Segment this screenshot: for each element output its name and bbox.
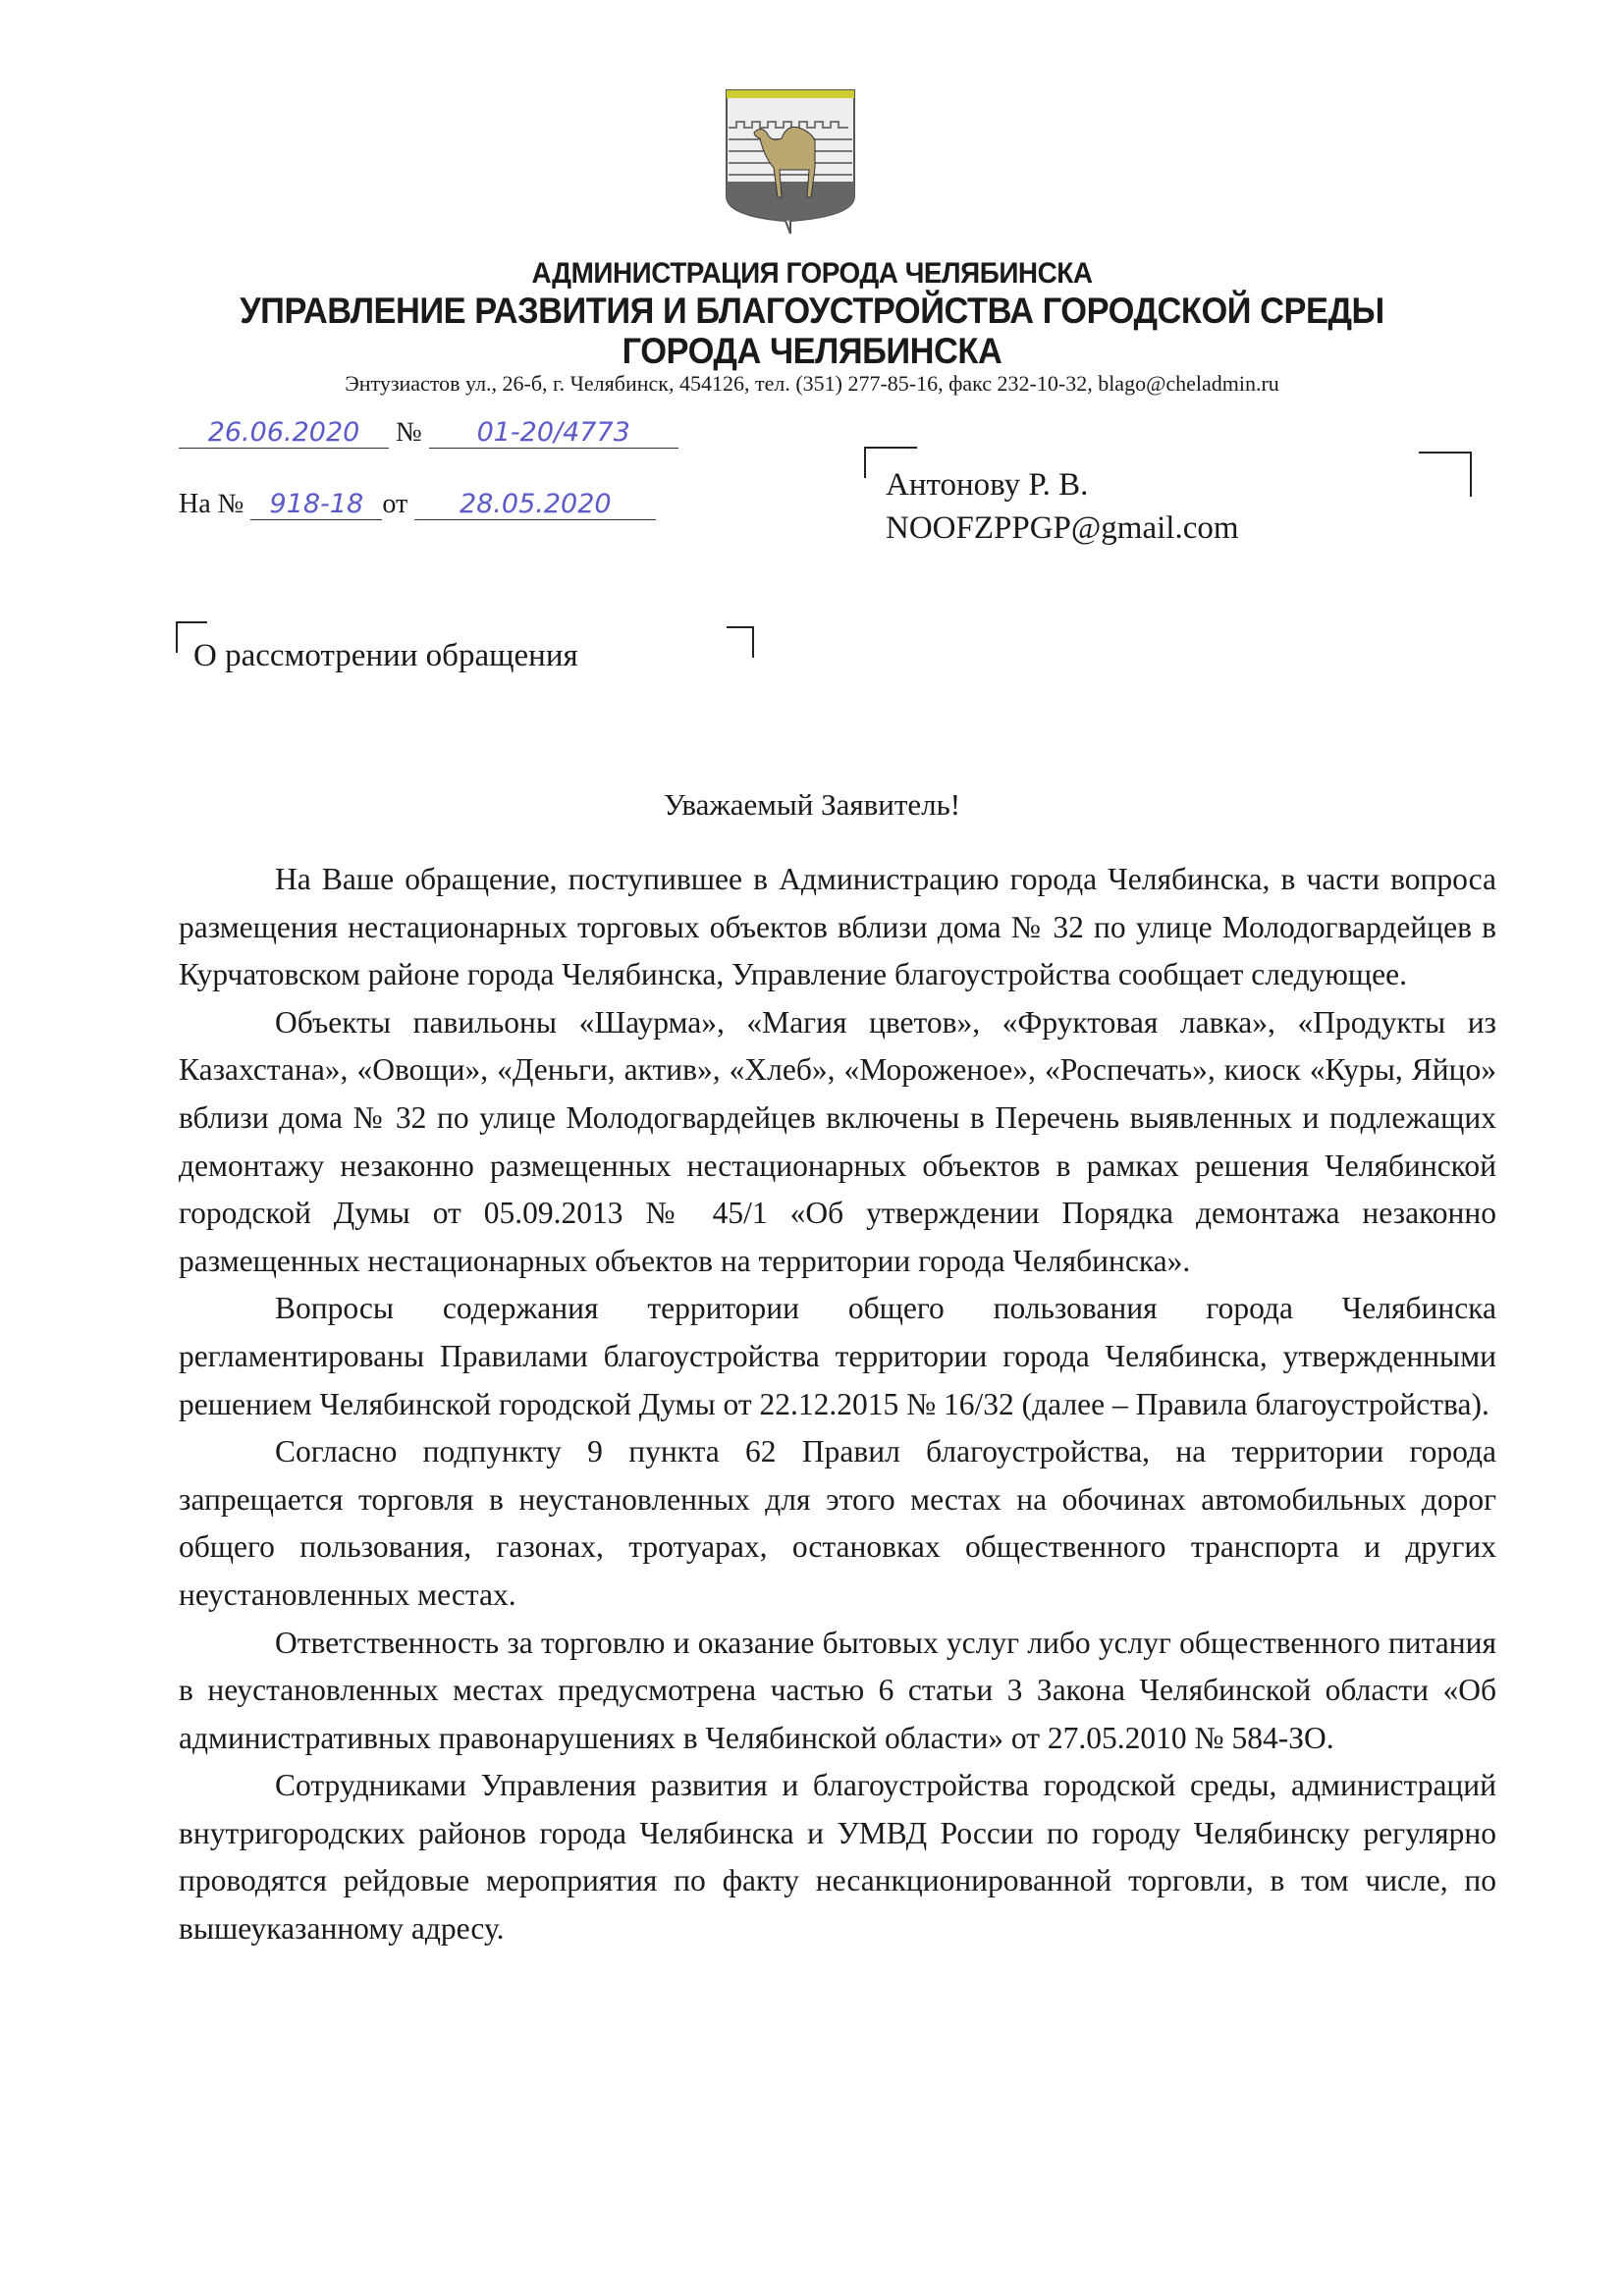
greeting: Уважаемый Заявитель! bbox=[663, 787, 961, 822]
paragraph: Вопросы содержания территории общего пользования города Челябинска регламентированы Правилами благоустройства территории города Челябинска, утвержденными решением Челябинской городской Думы от 22.12.2015 № 16/32 (далее – Правила благоустройства). bbox=[179, 1291, 1496, 1421]
organization-name: АДМИНИСТРАЦИЯ ГОРОДА ЧЕЛЯБИНСКА bbox=[531, 257, 1093, 290]
letter-subject: О рассмотрении обращения bbox=[193, 638, 578, 673]
paragraph: Объекты павильоны «Шаурма», «Магия цветов», «Фруктовая лавка», «Продукты из Казахстана», «Овощи», «Деньги, актив», «Хлеб», «Мороженое», «Роспечать», киоск «Куры, Яйцо» вблизи дома № 32 по улице Молодогвардейцев включены в Перечень выявленных и подлежащих демонтажу незаконно размещенных нестационарных объектов в рамках решения Челябинской городской Думы от 05.09.2013 № 45/1 «Об утверждении Порядка демонтажа незаконно размещенных нестационарных объектов на территории города Челябинска». bbox=[179, 1004, 1496, 1278]
paragraph: Сотрудниками Управления развития и благоустройства городской среды, администраций внутригородских районов города Челябинска и УМВД России по городу Челябинску регулярно проводятся рейдовые мероприятия по факту несанкционированной торговли, в том числе, по вышеуказанному адресу. bbox=[179, 1768, 1496, 1947]
subject-bracket-right bbox=[727, 626, 754, 658]
reply-number-label: На № bbox=[179, 489, 244, 519]
paragraph: Ответственность за торговлю и оказание бытовых услуг либо услуг общественного питания в неустановленных местах предусмотрена частью 6 статьи 3 Закона Челябинской области «Об административных правонарушениях в Челябинской области» от 27.05.2010 № 584-ЗО. bbox=[179, 1625, 1496, 1755]
from-label: от bbox=[382, 489, 408, 519]
letter-body bbox=[179, 856, 1496, 1953]
outgoing-date: 26.06.2020 bbox=[179, 417, 389, 449]
address-bracket-right bbox=[1419, 452, 1472, 497]
paragraph: На Ваше обращение, поступившее в Администрацию города Челябинска, в части вопроса размещения нестационарных торговых объектов вблизи дома № 32 по улице Молодогвардейцев в Курчатовском районе города Челябинска, Управление благоустройства сообщает следующее. bbox=[179, 862, 1496, 992]
paragraph: Согласно подпункту 9 пункта 62 Правил благоустройства, на территории города запрещается торговля в неустановленных для этого местах на обочинах автомобильных дорог общего пользования, газонах, тротуарах, остановках общественного транспорта и других неустановленных местах. bbox=[179, 1434, 1496, 1612]
department-name: УПРАВЛЕНИЕ РАЗВИТИЯ И БЛАГОУСТРОЙСТВА ГОРОДСКОЙ СРЕДЫ bbox=[240, 291, 1384, 331]
recipient-email: NOOFZPPGP@gmail.com bbox=[886, 510, 1239, 546]
outgoing-number: 01-20/4773 bbox=[429, 417, 678, 449]
reply-number: 918-18 bbox=[250, 489, 382, 520]
recipient-name: Антонову Р. В. bbox=[886, 467, 1089, 503]
contact-address: Энтузиастов ул., 26-б, г. Челябинск, 454126, тел. (351) 277-85-16, факс 232-10-32, blago@cheladmin.ru bbox=[345, 371, 1279, 396]
department-city: ГОРОДА ЧЕЛЯБИНСКА bbox=[622, 331, 1002, 371]
city-coat-of-arms-icon bbox=[725, 88, 856, 236]
recipient-block bbox=[886, 463, 1239, 550]
outgoing-registration bbox=[179, 417, 678, 449]
reply-date: 28.05.2020 bbox=[414, 489, 656, 520]
incoming-reference bbox=[179, 489, 656, 520]
number-label: № bbox=[396, 417, 422, 448]
